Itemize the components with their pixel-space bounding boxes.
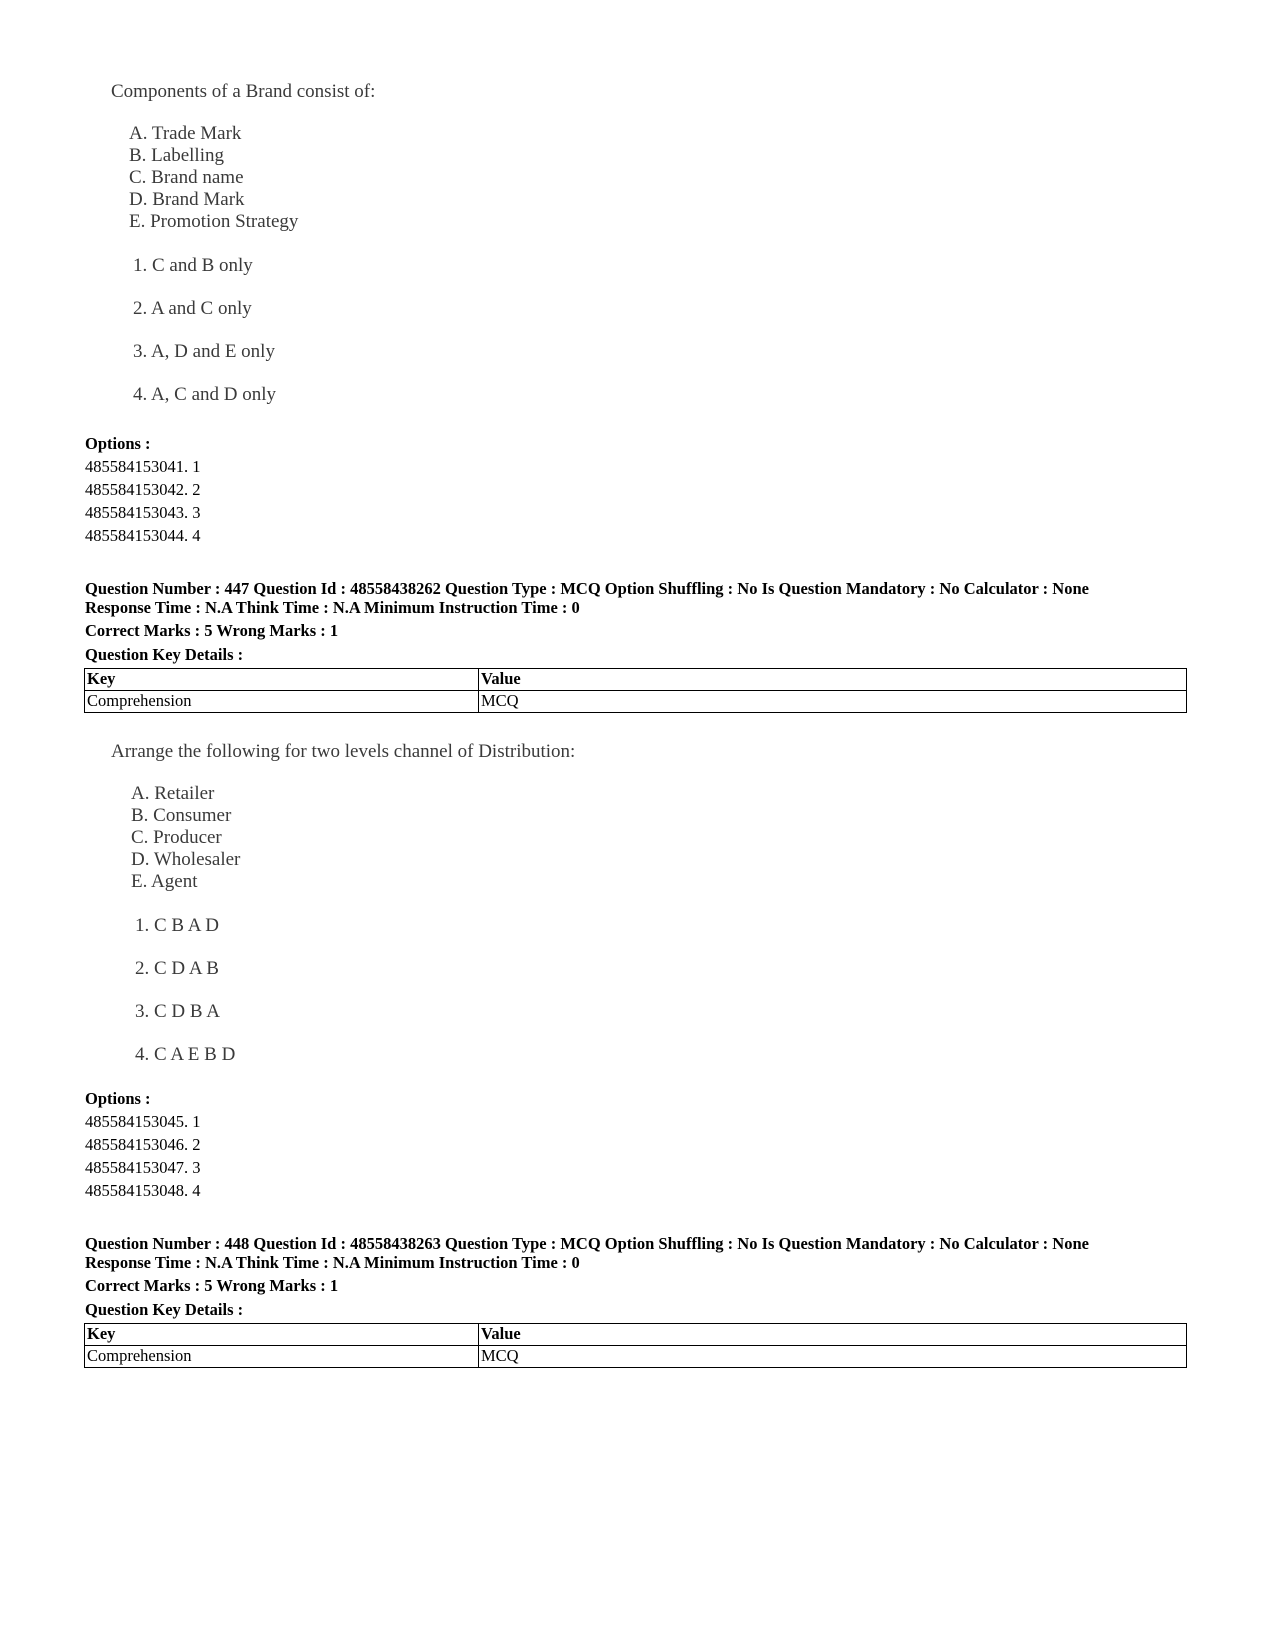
statement-b: B. Labelling <box>129 145 224 166</box>
question-448-key-details-label: Question Key Details : <box>85 1300 244 1319</box>
choice-3: 3. C D B A <box>135 1001 220 1022</box>
statement-a: A. Trade Mark <box>129 123 242 144</box>
choice-3: 3. A, D and E only <box>133 341 275 362</box>
table-row <box>85 1346 1187 1368</box>
option-id-1: 485584153041. 1 <box>85 457 201 476</box>
choice-1: 1. C and B only <box>133 255 253 276</box>
choice-4: 4. A, C and D only <box>133 384 277 405</box>
options-label: Options : <box>85 434 151 453</box>
statement-e: E. Agent <box>131 871 198 892</box>
question-448-marks: Correct Marks : 5 Wrong Marks : 1 <box>85 1276 339 1295</box>
question-448-timing: Response Time : N.A Think Time : N.A Minimum Instruction Time : 0 <box>85 1253 580 1272</box>
statement-b: B. Consumer <box>131 805 232 826</box>
table-header-key: Key <box>85 669 479 691</box>
choice-2: 2. C D A B <box>135 958 219 979</box>
table-cell-key: Comprehension <box>85 691 479 713</box>
option-id-2: 485584153042. 2 <box>85 480 201 499</box>
statement-c: C. Producer <box>131 827 222 848</box>
table-header-value: Value <box>479 669 1187 691</box>
question-stem: Components of a Brand consist of: <box>111 81 376 102</box>
choice-2: 2. A and C only <box>133 298 252 319</box>
table-header-row <box>85 1324 1187 1346</box>
option-id-3: 485584153047. 3 <box>85 1158 201 1177</box>
table-cell-key: Comprehension <box>85 1346 479 1368</box>
option-id-2: 485584153046. 2 <box>85 1135 201 1154</box>
question-image-brand-components <box>111 80 411 410</box>
question-image-distribution-channel <box>111 740 611 1070</box>
table-row <box>85 691 1187 713</box>
options-label: Options : <box>85 1089 151 1108</box>
statement-a: A. Retailer <box>131 783 215 804</box>
question-447-meta: Question Number : 447 Question Id : 48558438262 Question Type : MCQ Option Shuffling : No Is Question Mandatory : No Calculator : None <box>85 579 1089 598</box>
choice-1: 1. C B A D <box>135 915 219 936</box>
question-447-key-table <box>84 668 1187 713</box>
statement-c: C. Brand name <box>129 167 244 188</box>
statement-d: D. Wholesaler <box>131 849 241 870</box>
option-id-3: 485584153043. 3 <box>85 503 201 522</box>
table-cell-value: MCQ <box>479 691 1187 713</box>
table-header-value: Value <box>479 1324 1187 1346</box>
statement-e: E. Promotion Strategy <box>129 211 299 232</box>
table-cell-value: MCQ <box>479 1346 1187 1368</box>
statement-d: D. Brand Mark <box>129 189 245 210</box>
question-448-meta: Question Number : 448 Question Id : 48558438263 Question Type : MCQ Option Shuffling : No Is Question Mandatory : No Calculator : None <box>85 1234 1089 1253</box>
option-id-4: 485584153044. 4 <box>85 526 201 545</box>
question-447-key-details-label: Question Key Details : <box>85 645 244 664</box>
table-header-row <box>85 669 1187 691</box>
question-447-marks: Correct Marks : 5 Wrong Marks : 1 <box>85 621 339 640</box>
question-448-key-table <box>84 1323 1187 1368</box>
choice-4: 4. C A E B D <box>135 1044 236 1065</box>
question-447-timing: Response Time : N.A Think Time : N.A Minimum Instruction Time : 0 <box>85 598 580 617</box>
option-id-4: 485584153048. 4 <box>85 1181 201 1200</box>
question-stem: Arrange the following for two levels channel of Distribution: <box>111 741 576 762</box>
option-id-1: 485584153045. 1 <box>85 1112 201 1131</box>
table-header-key: Key <box>85 1324 479 1346</box>
